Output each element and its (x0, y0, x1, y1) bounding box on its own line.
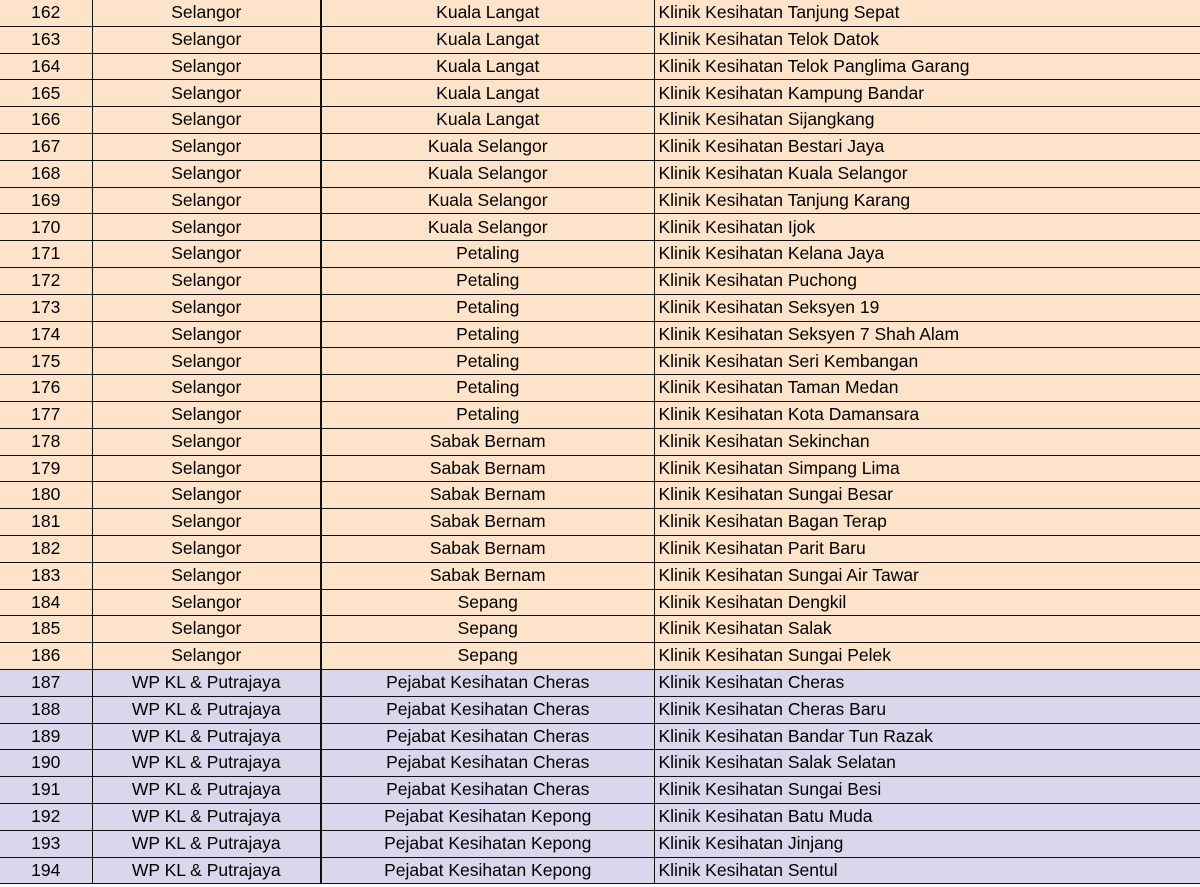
state-cell: Selangor (92, 214, 321, 241)
clinic-name-cell: Klinik Kesihatan Kelana Jaya (654, 241, 1200, 268)
row-number-cell: 177 (0, 401, 92, 428)
district-cell: Sepang (321, 643, 654, 670)
district-cell: Sabak Bernam (321, 562, 654, 589)
state-cell: Selangor (92, 455, 321, 482)
district-cell: Petaling (321, 375, 654, 402)
table-row (0, 133, 1200, 160)
table-row (0, 723, 1200, 750)
state-cell: Selangor (92, 321, 321, 348)
clinic-name-cell: Klinik Kesihatan Taman Medan (654, 375, 1200, 402)
table-row (0, 160, 1200, 187)
district-cell: Petaling (321, 401, 654, 428)
table-row (0, 0, 1200, 26)
row-number-cell: 165 (0, 80, 92, 107)
state-cell: Selangor (92, 0, 321, 26)
state-cell: WP KL & Putrajaya (92, 669, 321, 696)
district-cell: Sabak Bernam (321, 428, 654, 455)
row-number-cell: 194 (0, 857, 92, 884)
clinic-name-cell: Klinik Kesihatan Tanjung Karang (654, 187, 1200, 214)
state-cell: Selangor (92, 535, 321, 562)
clinic-name-cell: Klinik Kesihatan Simpang Lima (654, 455, 1200, 482)
clinic-name-cell: Klinik Kesihatan Sijangkang (654, 107, 1200, 134)
table-row (0, 509, 1200, 536)
state-cell: WP KL & Putrajaya (92, 777, 321, 804)
table-row (0, 696, 1200, 723)
state-cell: WP KL & Putrajaya (92, 803, 321, 830)
table-row (0, 26, 1200, 53)
row-number-cell: 173 (0, 294, 92, 321)
state-cell: Selangor (92, 348, 321, 375)
table-row (0, 428, 1200, 455)
table-row (0, 53, 1200, 80)
row-number-cell: 183 (0, 562, 92, 589)
clinic-name-cell: Klinik Kesihatan Seksyen 19 (654, 294, 1200, 321)
row-number-cell: 192 (0, 803, 92, 830)
state-cell: Selangor (92, 80, 321, 107)
row-number-cell: 185 (0, 616, 92, 643)
row-number-cell: 181 (0, 509, 92, 536)
state-cell: Selangor (92, 643, 321, 670)
state-cell: Selangor (92, 133, 321, 160)
clinic-name-cell: Klinik Kesihatan Cheras Baru (654, 696, 1200, 723)
table-row (0, 616, 1200, 643)
district-cell: Pejabat Kesihatan Kepong (321, 830, 654, 857)
row-number-cell: 186 (0, 643, 92, 670)
row-number-cell: 167 (0, 133, 92, 160)
row-number-cell: 169 (0, 187, 92, 214)
state-cell: Selangor (92, 428, 321, 455)
state-cell: Selangor (92, 267, 321, 294)
table-row (0, 669, 1200, 696)
clinic-name-cell: Klinik Kesihatan Sentul (654, 857, 1200, 884)
clinic-name-cell: Klinik Kesihatan Sungai Air Tawar (654, 562, 1200, 589)
district-cell: Sabak Bernam (321, 482, 654, 509)
table-row (0, 241, 1200, 268)
state-cell: WP KL & Putrajaya (92, 696, 321, 723)
state-cell: WP KL & Putrajaya (92, 723, 321, 750)
district-cell: Pejabat Kesihatan Cheras (321, 696, 654, 723)
state-cell: Selangor (92, 53, 321, 80)
state-cell: Selangor (92, 294, 321, 321)
state-cell: Selangor (92, 562, 321, 589)
district-cell: Kuala Selangor (321, 187, 654, 214)
clinic-name-cell: Klinik Kesihatan Dengkil (654, 589, 1200, 616)
row-number-cell: 163 (0, 26, 92, 53)
clinic-name-cell: Klinik Kesihatan Cheras (654, 669, 1200, 696)
table-row (0, 401, 1200, 428)
clinic-name-cell: Klinik Kesihatan Sungai Besi (654, 777, 1200, 804)
district-cell: Sabak Bernam (321, 455, 654, 482)
table-row (0, 562, 1200, 589)
table-row (0, 187, 1200, 214)
table-row (0, 750, 1200, 777)
table-row (0, 830, 1200, 857)
state-cell: Selangor (92, 241, 321, 268)
district-cell: Pejabat Kesihatan Cheras (321, 669, 654, 696)
state-cell: Selangor (92, 509, 321, 536)
clinic-name-cell: Klinik Kesihatan Seksyen 7 Shah Alam (654, 321, 1200, 348)
district-cell: Sepang (321, 589, 654, 616)
table-row (0, 80, 1200, 107)
table-row (0, 267, 1200, 294)
row-number-cell: 182 (0, 535, 92, 562)
row-number-cell: 191 (0, 777, 92, 804)
district-cell: Petaling (321, 348, 654, 375)
state-cell: Selangor (92, 107, 321, 134)
state-cell: Selangor (92, 160, 321, 187)
row-number-cell: 190 (0, 750, 92, 777)
clinic-name-cell: Klinik Kesihatan Sungai Besar (654, 482, 1200, 509)
row-number-cell: 179 (0, 455, 92, 482)
table-row (0, 375, 1200, 402)
row-number-cell: 180 (0, 482, 92, 509)
row-number-cell: 174 (0, 321, 92, 348)
clinic-name-cell: Klinik Kesihatan Batu Muda (654, 803, 1200, 830)
clinic-name-cell: Klinik Kesihatan Telok Datok (654, 26, 1200, 53)
state-cell: Selangor (92, 616, 321, 643)
district-cell: Kuala Selangor (321, 214, 654, 241)
clinic-name-cell: Klinik Kesihatan Kota Damansara (654, 401, 1200, 428)
table-row (0, 643, 1200, 670)
clinic-name-cell: Klinik Kesihatan Sekinchan (654, 428, 1200, 455)
row-number-cell: 175 (0, 348, 92, 375)
row-number-cell: 189 (0, 723, 92, 750)
state-cell: WP KL & Putrajaya (92, 750, 321, 777)
table-row (0, 803, 1200, 830)
table-row (0, 455, 1200, 482)
district-cell: Sabak Bernam (321, 509, 654, 536)
district-cell: Kuala Langat (321, 26, 654, 53)
clinic-name-cell: Klinik Kesihatan Puchong (654, 267, 1200, 294)
table-row (0, 214, 1200, 241)
clinic-name-cell: Klinik Kesihatan Bestari Jaya (654, 133, 1200, 160)
district-cell: Pejabat Kesihatan Cheras (321, 777, 654, 804)
district-cell: Petaling (321, 241, 654, 268)
clinic-name-cell: Klinik Kesihatan Bandar Tun Razak (654, 723, 1200, 750)
state-cell: Selangor (92, 187, 321, 214)
clinic-name-cell: Klinik Kesihatan Ijok (654, 214, 1200, 241)
table-row (0, 857, 1200, 884)
clinic-name-cell: Klinik Kesihatan Salak Selatan (654, 750, 1200, 777)
district-cell: Pejabat Kesihatan Kepong (321, 803, 654, 830)
district-cell: Petaling (321, 267, 654, 294)
state-cell: Selangor (92, 375, 321, 402)
state-cell: Selangor (92, 26, 321, 53)
table-row (0, 589, 1200, 616)
table-row (0, 294, 1200, 321)
district-cell: Kuala Langat (321, 53, 654, 80)
district-cell: Kuala Selangor (321, 160, 654, 187)
clinic-name-cell: Klinik Kesihatan Bagan Terap (654, 509, 1200, 536)
clinic-name-cell: Klinik Kesihatan Parit Baru (654, 535, 1200, 562)
clinic-name-cell: Klinik Kesihatan Telok Panglima Garang (654, 53, 1200, 80)
district-cell: Petaling (321, 294, 654, 321)
district-cell: Sepang (321, 616, 654, 643)
clinic-name-cell: Klinik Kesihatan Kampung Bandar (654, 80, 1200, 107)
state-cell: WP KL & Putrajaya (92, 830, 321, 857)
row-number-cell: 176 (0, 375, 92, 402)
table-row (0, 482, 1200, 509)
row-number-cell: 187 (0, 669, 92, 696)
row-number-cell: 168 (0, 160, 92, 187)
district-cell: Pejabat Kesihatan Cheras (321, 723, 654, 750)
clinic-name-cell: Klinik Kesihatan Seri Kembangan (654, 348, 1200, 375)
district-cell: Kuala Langat (321, 80, 654, 107)
row-number-cell: 193 (0, 830, 92, 857)
district-cell: Pejabat Kesihatan Kepong (321, 857, 654, 884)
row-number-cell: 164 (0, 53, 92, 80)
state-cell: Selangor (92, 482, 321, 509)
row-number-cell: 178 (0, 428, 92, 455)
table-row (0, 535, 1200, 562)
district-cell: Kuala Langat (321, 107, 654, 134)
clinic-name-cell: Klinik Kesihatan Salak (654, 616, 1200, 643)
row-number-cell: 172 (0, 267, 92, 294)
district-cell: Petaling (321, 321, 654, 348)
state-cell: WP KL & Putrajaya (92, 857, 321, 884)
table-row (0, 107, 1200, 134)
clinic-name-cell: Klinik Kesihatan Sungai Pelek (654, 643, 1200, 670)
district-cell: Kuala Langat (321, 0, 654, 26)
row-number-cell: 184 (0, 589, 92, 616)
row-number-cell: 171 (0, 241, 92, 268)
clinic-name-cell: Klinik Kesihatan Tanjung Sepat (654, 0, 1200, 26)
district-cell: Kuala Selangor (321, 133, 654, 160)
state-cell: Selangor (92, 401, 321, 428)
row-number-cell: 166 (0, 107, 92, 134)
row-number-cell: 170 (0, 214, 92, 241)
table-row (0, 321, 1200, 348)
table-row (0, 777, 1200, 804)
district-cell: Sabak Bernam (321, 535, 654, 562)
state-cell: Selangor (92, 589, 321, 616)
district-cell: Pejabat Kesihatan Cheras (321, 750, 654, 777)
clinic-name-cell: Klinik Kesihatan Kuala Selangor (654, 160, 1200, 187)
row-number-cell: 188 (0, 696, 92, 723)
table-row (0, 348, 1200, 375)
clinic-name-cell: Klinik Kesihatan Jinjang (654, 830, 1200, 857)
row-number-cell: 162 (0, 0, 92, 26)
